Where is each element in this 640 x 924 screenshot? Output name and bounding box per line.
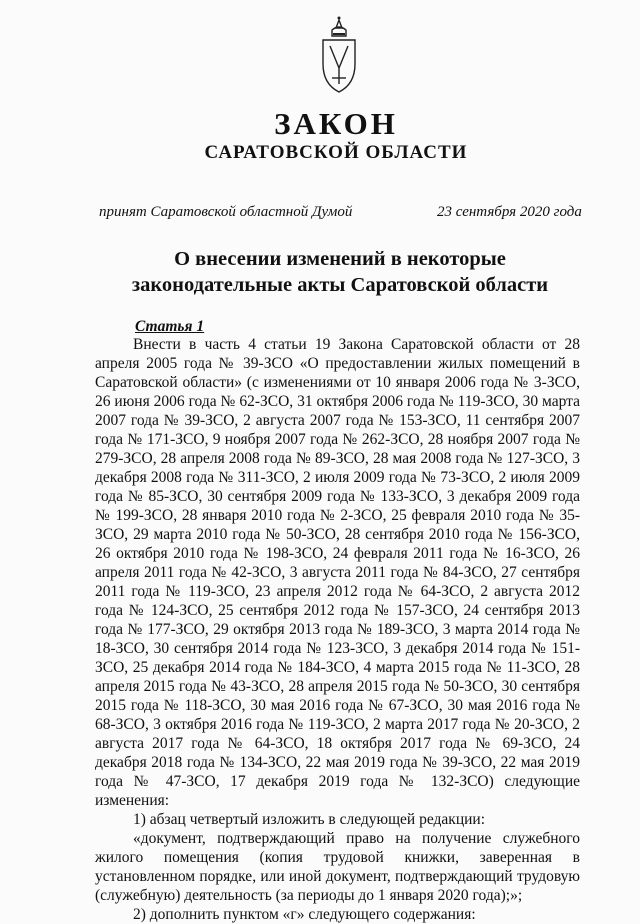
article-heading: Статья 1 xyxy=(135,318,205,335)
article-paragraph-quote: «документ, подтверждающий право на получение служебного жилого помещения (копия трудовой книжки, заверенная в установленном порядке, или иной документ, подтверждающий трудовую (служебную) деятельность (за периоды до 1 января 2020 года);»; xyxy=(95,830,580,904)
article-paragraph-item-2: 2) дополнить пунктом «г» следующего содержания: xyxy=(133,906,476,923)
article-paragraph-main: Внести в часть 4 статьи 19 Закона Саратовской области от 28 апреля 2005 года № 39-ЗСО «О предоставлении жилых помещений в Саратовской области» (с изменениями от 10 января 2006 года № 3-ЗСО, 26 июня 2006 года № 62-ЗСО, 31 октября 2006 года № 119-ЗСО, 30 марта 2007 года № 39-ЗСО, 2 августа 2007 года № 153-ЗСО, 11 сентября 2007 года № 171-ЗСО, 9 ноября 2007 года № 262-ЗСО, 28 ноября 2007 года № 279-ЗСО, 28 апреля 2008 года № 89-ЗСО, 28 мая 2008 года № 127-ЗСО, 3 декабря 2008 года № 311-ЗСО, 2 июля 2009 года № 73-ЗСО, 2 июля 2009 года № 85-ЗСО, 30 сентября 2009 года № 133-ЗСО, 3 декабря 2009 года № 199-ЗСО, 28 января 2010 года № 2-ЗСО, 25 февраля 2010 года № 35-ЗСО, 29 марта 2010 года № 50-ЗСО, 28 сентября 2010 года № 156-ЗСО, 26 октября 2010 года № 198-ЗСО, 24 февраля 2011 года № 16-ЗСО, 26 апреля 2011 года № 42-ЗСО, 3 августа 2011 года № 84-ЗСО, 27 сентября 2011 года № 119-ЗСО, 23 апреля 2012 года № 64-ЗСО, 2 августа 2012 года № 124-ЗСО, 25 сентября 2012 года № 157-ЗСО, 24 сентября 2013 года № 177-ЗСО, 29 октября 2013 года № 189-ЗСО, 3 марта 2014 года № 18-ЗСО, 30 сентября 2014 года № 123-ЗСО, 3 декабря 2014 года № 151-ЗСО, 25 декабря 2014 года № 184-ЗСО, 4 марта 2015 года № 11-ЗСО, 28 апреля 2015 года № 43-ЗСО, 28 апреля 2015 года № 50-ЗСО, 30 сентября 2015 года № 118-ЗСО, 30 мая 2016 года № 67-ЗСО, 30 мая 2016 года № 68-ЗСО, 3 октября 2016 года № 119-ЗСО, 2 марта 2017 года № 20-ЗСО, 2 августа 2017 года № 64-ЗСО, 18 октября 2017 года № 69-ЗСО, 24 декабря 2018 года № 134-ЗСО, 22 мая 2019 года № 39-ЗСО, 22 мая 2019 года № 47-ЗСО, 17 декабря 2019 года № 132-ЗСО) следующие изменения: xyxy=(95,336,580,809)
adoption-date: 23 сентября 2020 года xyxy=(437,204,582,220)
article-body xyxy=(95,335,580,924)
adoption-body: принят Саратовской областной Думой xyxy=(99,204,353,220)
document-title: ЗАКОН xyxy=(274,106,398,141)
coat-of-arms-icon xyxy=(318,6,360,96)
region-name: САРАТОВСКОЙ ОБЛАСТИ xyxy=(204,142,468,163)
article-paragraph-item-1: 1) абзац четвертый изложить в следующей редакции: xyxy=(133,811,486,828)
law-subject: О внесении изменений в некоторые законодательные акты Саратовской области xyxy=(131,248,549,296)
